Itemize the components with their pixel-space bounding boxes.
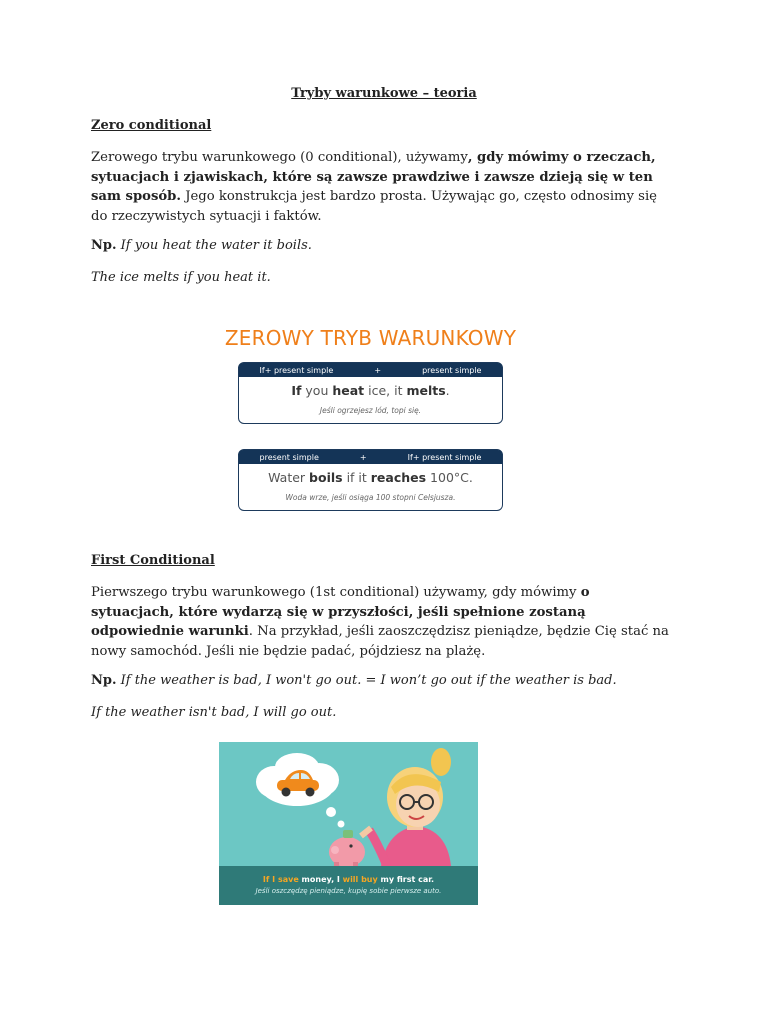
np-label: Np. — [91, 673, 117, 688]
word-if-it: if it — [342, 470, 371, 485]
formula-bar-2 — [239, 450, 502, 464]
np-label: Np. — [91, 238, 117, 253]
infographic-title: ZEROWY TRYB WARUNKOWY — [224, 326, 517, 350]
formula-bar-1 — [239, 363, 502, 377]
first-example-2: If the weather isn't bad, I will go out. — [91, 705, 337, 720]
word-ice: ice, it — [364, 383, 407, 398]
word-heat: heat — [332, 383, 365, 398]
formula-1-left: If+ present simple — [259, 365, 334, 375]
formula-2-translation: Woda wrze, jeśli osiąga 100 stopni Celsjusza. — [285, 493, 456, 502]
zero-conditional-heading: Zero conditional — [91, 118, 212, 133]
word-reaches: reaches — [370, 470, 427, 485]
word-boils: boils — [309, 470, 343, 485]
formula-2-right: If+ present simple — [407, 452, 482, 462]
word-period: . — [445, 383, 450, 398]
caption-if: If I — [262, 875, 278, 884]
caption-sentence — [219, 875, 478, 884]
document-title: Tryby warunkowe – teoria — [291, 86, 477, 101]
zero-conditional-infographic — [218, 318, 523, 518]
piggy-bank-icon — [329, 828, 371, 866]
caption-save: save — [277, 875, 299, 884]
formula-box-1 — [238, 362, 503, 424]
first-conditional-illustration — [219, 742, 478, 905]
word-temperature: 100°C. — [426, 470, 473, 485]
zero-example-2: The ice melts if you heat it. — [91, 270, 271, 285]
caption-money: money, I — [298, 875, 343, 884]
zero-para-part-c: Jego konstrukcja jest bardzo prosta. Używając go, często odnosimy się do rzeczywistych sytuacji i faktów. — [91, 189, 657, 224]
caption-translation: Jeśli oszczędzę pieniądze, kupię sobie pierwsze auto. — [255, 887, 442, 895]
first-para-part-c: . Na przykład, jeśli zaoszczędzisz pieniądze, będzie Cię stać na nowy samochód. Jeśli nie będzie padać, pójdziesz na plażę. — [91, 624, 669, 659]
zero-para-part-b: , gdy mówimy o rzeczach, sytuacjach i zjawiskach, które są zawsze prawdziwe i zawsze dzieją się w ten sam sposób. — [91, 150, 656, 204]
piggy-bank-illustration — [219, 742, 478, 866]
first-conditional-heading: First Conditional — [91, 553, 215, 568]
woman-icon — [369, 748, 451, 866]
word-melts: melts — [406, 383, 446, 398]
illustration-caption — [219, 866, 478, 905]
first-example-1-text: If the weather is bad, I won't go out. = I won’t go out if the weather is bad. — [116, 673, 617, 688]
word-you: you — [301, 383, 333, 398]
zero-example-1 — [91, 238, 312, 253]
first-example-1 — [91, 673, 617, 688]
zero-example-1-text: If you heat the water it boils. — [116, 238, 312, 253]
formula-2-sentence — [239, 470, 502, 485]
formula-2-left: present simple — [259, 452, 319, 462]
zero-conditional-paragraph — [91, 148, 671, 226]
formula-1-right: present simple — [422, 365, 482, 375]
formula-1-translation: Jeśli ogrzejesz lód, topi się. — [319, 406, 422, 415]
caption-first-car: my first car. — [377, 875, 435, 884]
formula-1-sentence — [239, 383, 502, 398]
word-if: If — [291, 383, 302, 398]
first-para-part-a: Pierwszego trybu warunkowego (1st conditional) używamy, gdy mówimy — [91, 585, 581, 600]
word-water: Water — [268, 470, 310, 485]
formula-1-plus: + — [374, 365, 382, 375]
caption-will-buy: will buy — [342, 875, 378, 884]
first-conditional-paragraph — [91, 583, 671, 661]
formula-box-2 — [238, 449, 503, 511]
first-para-part-b: o sytuacjach, które wydarzą się w przyszłości, jeśli spełnione zostaną odpowiednie warunki — [91, 585, 590, 639]
formula-2-plus: + — [359, 452, 367, 462]
zero-para-part-a: Zerowego trybu warunkowego (0 conditional), używamy — [91, 150, 468, 165]
